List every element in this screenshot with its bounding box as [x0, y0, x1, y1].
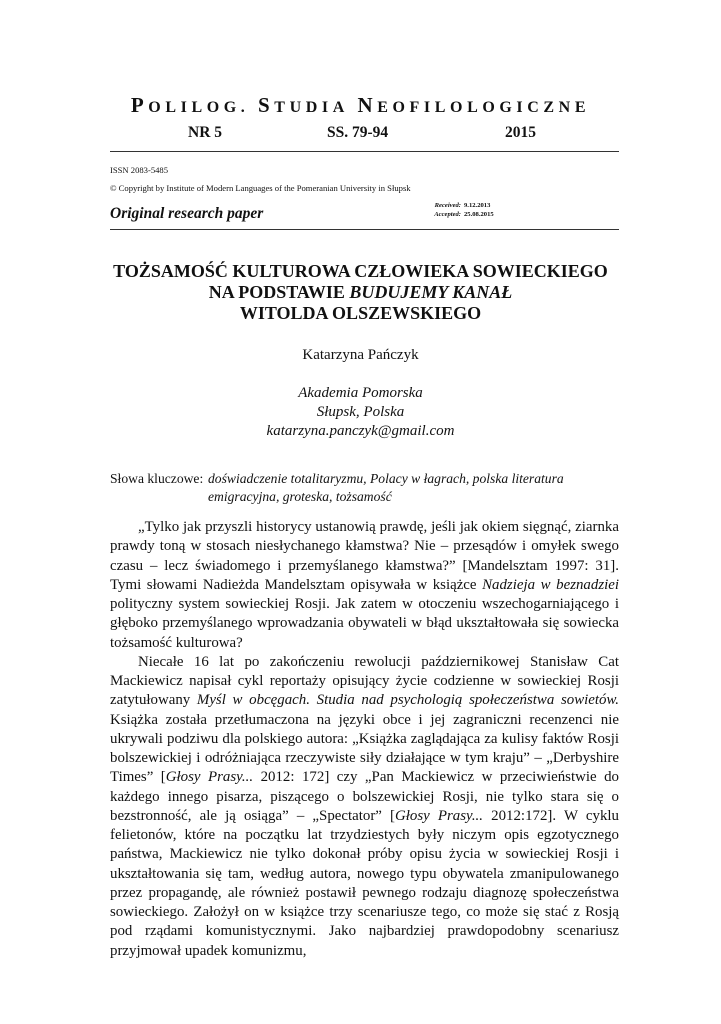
article-title: TOŻSAMOŚĆ KULTUROWA CZŁOWIEKA SOWIECKIEGO NA PODSTAWIE BUDUJEMY KANAŁ WITOLDA OLSZEWSKIEGO	[113, 261, 608, 323]
keywords	[110, 470, 619, 506]
issn: ISSN 2083-5485	[110, 165, 169, 175]
accepted-label: Accepted:	[434, 210, 461, 218]
meta-rule	[110, 229, 619, 230]
author-city: Słupsk, Polska	[316, 404, 405, 420]
author-email[interactable]: katarzyna.panczyk@gmail.com	[266, 423, 455, 439]
article-body	[110, 518, 619, 961]
issue-year: 2015	[505, 124, 536, 141]
paragraph: Niecałe 16 lat po zakończeniu rewolucji październikowej Stanisław Cat Mackiewicz napisał cykl reportaży opisujący życie codzienne w sowieckiej Rosji zatytułowany Myśl w obcęgach. Studia nad psychologią społeczeństwa sowietów. Książka została przetłumaczona na języki obce i jej zagraniczni recenzenci nie ukrywali podziwu dla polskiego autora: „Książka zaglądająca za kulisy faktów Rosji bolszewickiej i odróżniająca rzeczywiste siły działające w tym kraju” – „Derbyshire Times” [Głosy Prasy... 2012: 172] czy „Pan Mackiewicz w przeciwieństwie do każdego innego pisarza, piszącego o bolszewickiej Rosji, nie tylko stara się o bezstronność, ale ją osiąga” – „Spectator” [Głosy Prasy... 2012:172]. W cyklu felietonów, które na początku lat trzydziestych były niczym opis egzotycznego państwa, Mackiewicz nie tylko dokonał próby opisu życia w sowieckiej Rosji i ukształtowania się tam, według autora, nowego typu obywatela zmanipulowanego przez propagandę, ale również postawił pewnego rodzaju diagnozę społeczeństwa sowieckiego. Założył on w książce trzy scenariusze tego, co może się stać z Rosją pod rządami komunistycznymi. Jako najbardziej prawdopodobny scenariusz przyjmował upadek komunizmu,	[110, 653, 620, 959]
keywords-value: doświadczenie totalitaryzmu, Polacy w łagrach, polska literatura emigracyjna, groteska, tożsamość	[208, 471, 564, 504]
paper-type: Original research paper	[110, 205, 264, 222]
accepted-date: 25.08.2015	[464, 210, 494, 218]
copyright: © Copyright by Institute of Modern Languages of the Pomeranian University in Słupsk	[110, 183, 411, 193]
author-name: Katarzyna Pańczyk	[302, 347, 419, 363]
received-date: 9.12.2013	[464, 202, 491, 209]
issue-number: NR 5	[188, 124, 223, 141]
journal-title: POLILOG. STUDIA NEOFILOLOGICZNE	[130, 93, 591, 117]
page-range: SS. 79-94	[327, 124, 389, 141]
paragraph: „Tylko jak przyszli historycy ustanowią prawdę, jeśli jak okiem sięgnąć, ziarnka prawdy toną w stosach niesłychanego kłamstwa? Nie – przesądów i omyłek swego czasu – lecz świadomego i przemyślanego kłamstwa?” [Mandelsztam 1997: 31]. Tymi słowami Nadieżda Mandelsztam opisywała w książce Nadzieja w beznadziei polityczny system sowieckiej Rosji. Jak zatem w otoczeniu wszechogarniającego i głęboko przemyślanego wprowadzania obywateli w błąd ukształtowała się sowiecka tożsamość kulturowa?	[110, 519, 620, 651]
keywords-label: Słowa kluczowe:	[110, 471, 204, 486]
author-affiliation: Akademia Pomorska	[298, 385, 423, 401]
submission-dates	[428, 202, 494, 219]
header-rule	[110, 151, 619, 152]
received-label: Received:	[434, 202, 461, 209]
